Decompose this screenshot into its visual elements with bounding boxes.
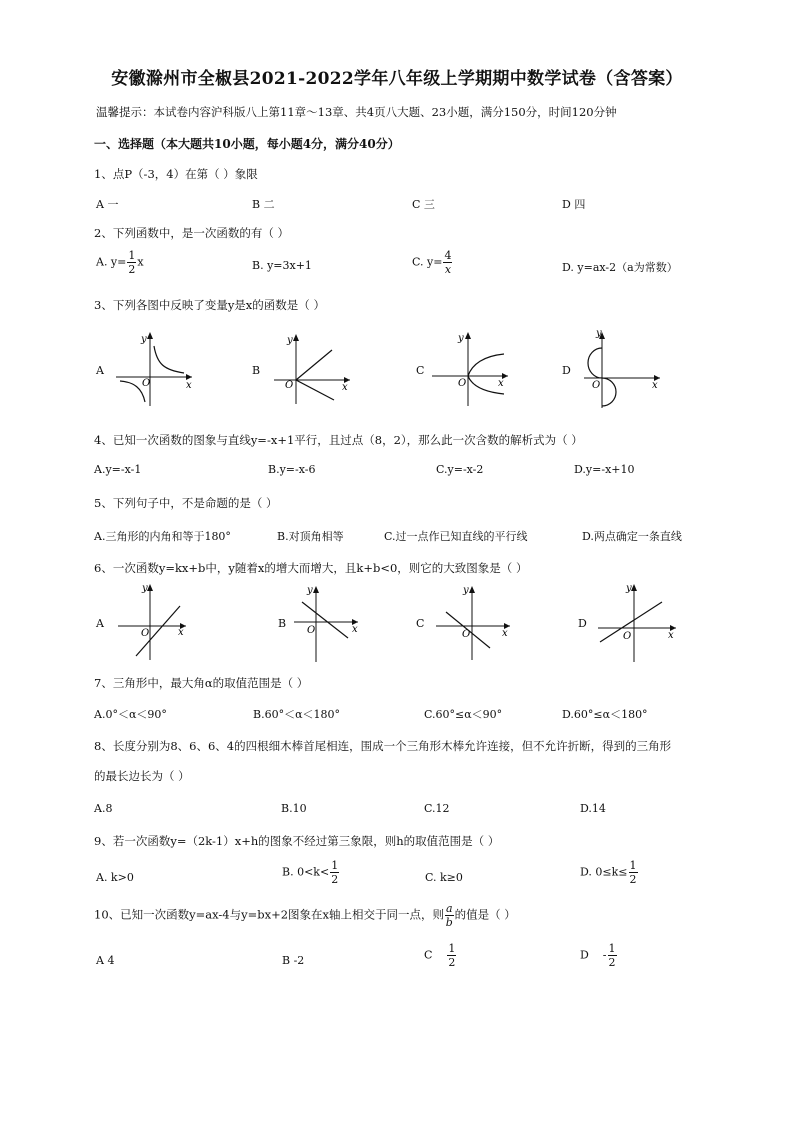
q3-label-c: C — [416, 364, 425, 377]
q8-option-d: D.14 — [580, 802, 606, 815]
q4-option-c: C.y=-x-2 — [436, 463, 484, 476]
q4-option-a: A.y=-x-1 — [94, 463, 142, 476]
exam-tip: 温馨提示：本试卷内容沪科版八上第11章～13章、共4页八大题、23小题，满分150分，时间120分钟 — [96, 105, 617, 119]
q6-label-c: C — [416, 617, 425, 630]
q5-option-a: A.三角形的内角和等于180° — [94, 530, 231, 543]
y-axis-label: y — [463, 585, 469, 596]
q6-graph-c — [434, 582, 514, 662]
q1-option-d: D 四 — [562, 198, 586, 211]
x-axis-label: x — [498, 378, 504, 389]
question-2: 2、下列函数中，是一次函数的有（ ） — [94, 226, 289, 240]
y-axis-label: y — [287, 335, 293, 346]
origin-label: O — [623, 631, 632, 642]
q6-label-a: A — [96, 617, 104, 630]
question-6: 6、一次函数y=kx+b中，y随着x的增大而增大，且k+b<0，则它的大致图象是（ ） — [94, 561, 528, 575]
q5-option-d: D.两点确定一条直线 — [582, 530, 682, 543]
question-9: 9、若一次函数y=（2k-1）x+h的图象不经过第三象限，则h的取值范围是（ ） — [94, 834, 500, 848]
q1-option-b: B 二 — [252, 198, 275, 211]
y-axis-label: y — [626, 583, 632, 594]
q4-option-d: D.y=-x+10 — [574, 463, 635, 476]
q5-option-b: B.对顶角相等 — [277, 530, 344, 543]
q9-option-d: D. 0≤k≤ $\frac{1}{2}$ — [580, 859, 637, 886]
q10-option-c: C $\frac{1}{2}$ — [424, 942, 456, 969]
section-heading: 一、选择题（本大题共10小题，每小题4分，满分40分） — [94, 137, 400, 151]
question-8-line-1: 8、长度分别为8、6、6、4的四根细木棒首尾相连，围成一个三角形木棒允许连接，但不允许折断，得到的三角形 — [94, 739, 672, 753]
q3-label-a: A — [96, 364, 104, 377]
q6-label-d: D — [578, 617, 587, 630]
x-axis-label: x — [652, 380, 658, 391]
q6-graph-a — [114, 580, 190, 662]
x-axis-label: x — [178, 627, 184, 638]
q9-option-c: C. k≥0 — [425, 871, 463, 884]
origin-label: O — [285, 380, 294, 391]
origin-label: O — [142, 378, 151, 389]
origin-label: O — [592, 380, 601, 391]
x-axis-label: x — [352, 624, 358, 635]
q10-option-a: A 4 — [96, 954, 115, 967]
origin-label: O — [458, 378, 467, 389]
q6-graph-b — [292, 582, 362, 664]
question-5: 5、下列句子中，不是命题的是（ ） — [94, 496, 278, 510]
q4-option-b: B.y=-x-6 — [268, 463, 316, 476]
question-1: 1、点P（-3，4）在第（ ）象限 — [94, 167, 258, 181]
question-3: 3、下列各图中反映了变量y是x的函数是（ ） — [94, 298, 325, 312]
q2-option-b: B. y=3x+1 — [252, 259, 312, 272]
q3-graph-d — [580, 326, 664, 410]
x-axis-label: x — [186, 380, 192, 391]
x-axis-label: x — [668, 630, 674, 641]
origin-label: O — [307, 625, 316, 636]
q9-option-a: A. k>0 — [96, 871, 134, 884]
x-axis-label: x — [502, 628, 508, 639]
q5-option-c: C.过一点作已知直线的平行线 — [384, 530, 528, 543]
y-axis-label: y — [596, 328, 602, 339]
q9-option-b: B. 0<k< $\frac{1}{2}$ — [282, 859, 339, 886]
q1-option-a: A 一 — [96, 198, 119, 211]
origin-label: O — [141, 628, 150, 639]
q7-option-d: D.60°≤α＜180° — [562, 708, 648, 721]
q3-graph-b — [270, 330, 354, 406]
question-10: 10、已知一次函数y=ax-4与y=bx+2图象在x轴上相交于同一点，则 $\frac{a}{b}$ 的值是（ ） — [94, 902, 516, 929]
q10-option-d: D - $\frac{1}{2}$ — [580, 942, 616, 969]
q3-label-d: D — [562, 364, 571, 377]
y-axis-label: y — [458, 333, 464, 344]
question-7: 7、三角形中，最大角α的取值范围是（ ） — [94, 676, 309, 690]
q8-option-b: B.10 — [281, 802, 307, 815]
q7-option-c: C.60°≤α＜90° — [424, 708, 503, 721]
y-axis-label: y — [307, 585, 313, 596]
q10-option-b: B -2 — [282, 954, 305, 967]
q2-option-d: D. y=ax-2（a为常数） — [562, 261, 678, 274]
q2-option-a: A. y= $\frac{1}{2}$ x — [96, 249, 144, 276]
q2-option-c: C. y= $\frac{4}{x}$ — [412, 249, 452, 276]
q7-option-b: B.60°＜α＜180° — [253, 708, 341, 721]
y-axis-label: y — [142, 583, 148, 594]
x-axis-label: x — [342, 382, 348, 393]
question-4: 4、已知一次函数的图象与直线y=-x+1平行，且过点（8，2），那么此一次含数的解析式为（ ） — [94, 433, 583, 447]
q3-label-b: B — [252, 364, 261, 377]
q8-option-c: C.12 — [424, 802, 450, 815]
y-axis-label: y — [141, 334, 147, 345]
q6-label-b: B — [278, 617, 287, 630]
q1-option-c: C 三 — [412, 198, 435, 211]
page-title: 安徽滁州市全椒县2021-2022学年八年级上学期期中数学试卷（含答案） — [111, 69, 683, 89]
q8-option-a: A.8 — [94, 802, 113, 815]
q3-graph-c — [428, 328, 512, 408]
q7-option-a: A.0°＜α＜90° — [94, 708, 167, 721]
q6-graph-d — [596, 580, 680, 664]
q3-graph-a — [112, 328, 196, 408]
question-8-line-2: 的最长边长为（ ） — [94, 769, 190, 783]
origin-label: O — [462, 629, 471, 640]
